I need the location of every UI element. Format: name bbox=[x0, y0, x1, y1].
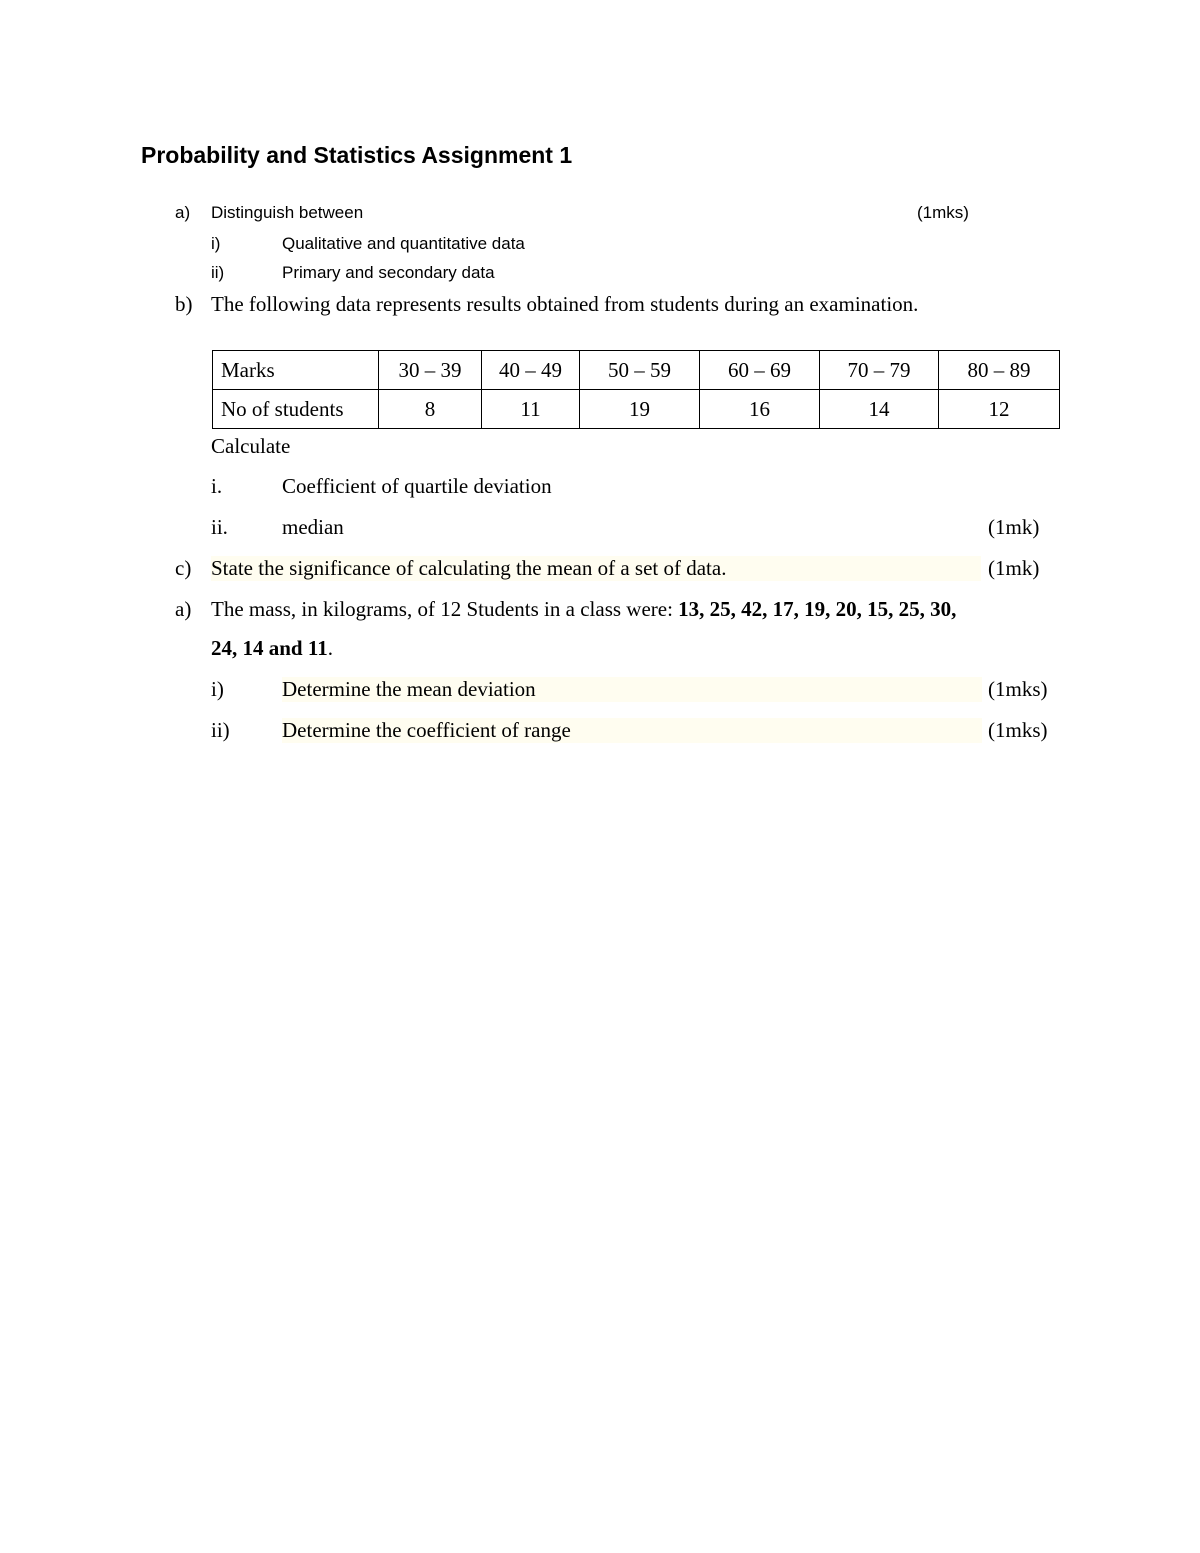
item-marks: (1mk) bbox=[988, 515, 1040, 539]
marks-frequency-table bbox=[212, 350, 1060, 429]
table-row-header: No of students bbox=[213, 390, 379, 429]
mass-values-line2: 24, 14 and 11 bbox=[211, 636, 328, 660]
item-marks: (1mks) bbox=[988, 677, 1048, 701]
item-marker: ii) bbox=[211, 263, 225, 282]
table-cell: 30 – 39 bbox=[379, 351, 482, 390]
calculate-label: Calculate bbox=[211, 434, 291, 458]
item-marker: i) bbox=[211, 677, 224, 701]
question-b-marker: b) bbox=[175, 292, 193, 316]
table-cell: 19 bbox=[580, 390, 700, 429]
table-cell: 80 – 89 bbox=[939, 351, 1060, 390]
item-text-content: Determine the mean deviation bbox=[282, 677, 536, 701]
item-marks: (1mks) bbox=[988, 718, 1048, 742]
question-2a-text bbox=[211, 597, 956, 622]
mass-values-line1: 13, 25, 42, 17, 19, 20, 15, 25, 30, bbox=[678, 597, 957, 621]
item-text: Coefficient of quartile deviation bbox=[282, 474, 552, 498]
question-c-marks: (1mk) bbox=[988, 556, 1040, 580]
assignment-title: Probability and Statistics Assignment 1 bbox=[141, 142, 573, 168]
item-marker: ii) bbox=[211, 718, 230, 742]
table-row bbox=[213, 351, 1060, 390]
item-text bbox=[282, 718, 982, 743]
question-c-marker: c) bbox=[175, 556, 192, 580]
table-row-header: Marks bbox=[213, 351, 379, 390]
table-cell: 50 – 59 bbox=[580, 351, 700, 390]
question-2a-prefix: The mass, in kilograms, of 12 Students in a class were: bbox=[211, 597, 679, 621]
table-row bbox=[213, 390, 1060, 429]
question-a-marks: (1mks) bbox=[917, 203, 969, 222]
question-c-text bbox=[211, 556, 981, 581]
item-text bbox=[282, 677, 982, 702]
question-a-marker: a) bbox=[175, 203, 191, 222]
question-2a-text-cont bbox=[211, 636, 333, 661]
table-cell: 60 – 69 bbox=[700, 351, 820, 390]
item-marker: i. bbox=[211, 474, 223, 498]
item-marker: i) bbox=[211, 234, 221, 253]
table-cell: 40 – 49 bbox=[482, 351, 580, 390]
item-marker: ii. bbox=[211, 515, 228, 539]
table-cell: 8 bbox=[379, 390, 482, 429]
question-a-text: Distinguish between bbox=[211, 203, 364, 222]
table-cell: 16 bbox=[700, 390, 820, 429]
period: . bbox=[327, 636, 333, 660]
table-cell: 12 bbox=[939, 390, 1060, 429]
question-b-text: The following data represents results obtained from students during an examination. bbox=[211, 292, 919, 316]
item-text: Primary and secondary data bbox=[282, 263, 495, 282]
table-cell: 11 bbox=[482, 390, 580, 429]
question-2a-marker: a) bbox=[175, 597, 192, 621]
item-text: median bbox=[282, 515, 344, 539]
item-text-content: Determine the coefficient of range bbox=[282, 718, 571, 742]
table-cell: 70 – 79 bbox=[820, 351, 939, 390]
item-text: Qualitative and quantitative data bbox=[282, 234, 525, 253]
question-c-text-content: State the significance of calculating the mean of a set of data. bbox=[211, 556, 727, 580]
table-cell: 14 bbox=[820, 390, 939, 429]
